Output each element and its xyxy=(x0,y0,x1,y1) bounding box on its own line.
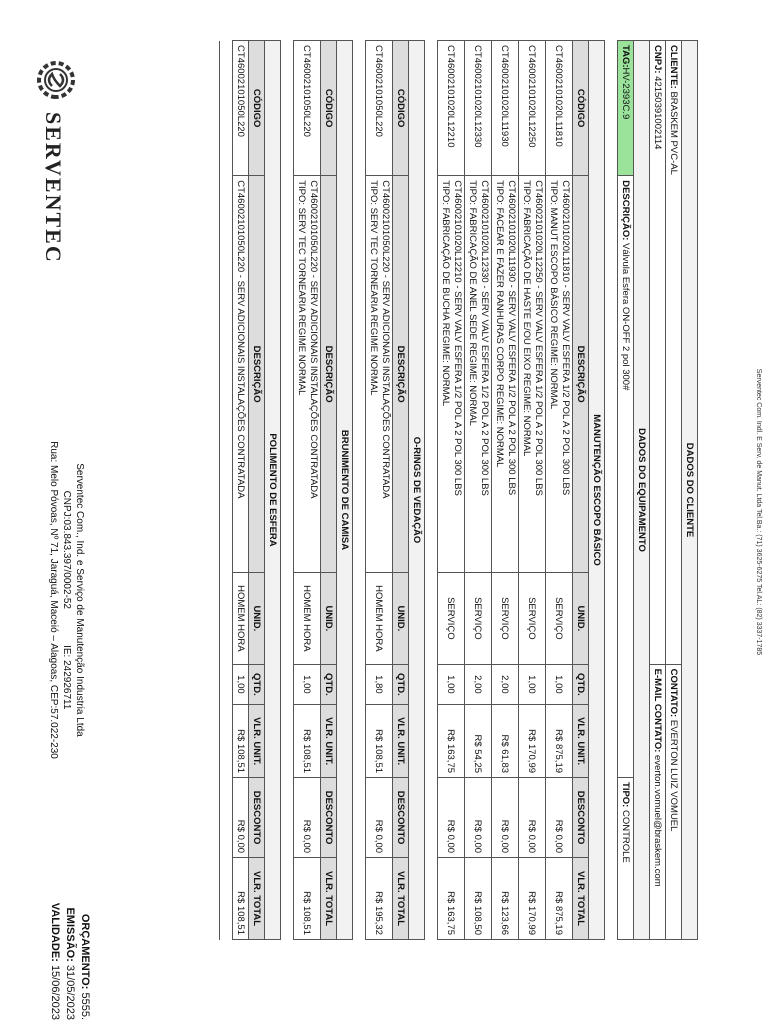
row-desconto: R$ 0,00 xyxy=(465,778,492,858)
equipment-description: DESCRIÇÃO: Válvula Esfera ON-OFF 2 pol 300# xyxy=(618,176,634,778)
logo-wordmark: SERVENTEC xyxy=(41,112,67,264)
row-unid: SERVIÇO xyxy=(546,573,573,665)
row-unid: HOMEM HORA xyxy=(294,573,321,665)
col-qtd: QTD. xyxy=(249,664,265,705)
row-desconto: R$ 0,00 xyxy=(233,778,249,858)
row-unid: HOMEM HORA xyxy=(233,573,249,665)
equipment-type: TIPO: CONTROLE xyxy=(618,778,634,940)
logo-gear-icon xyxy=(31,60,76,100)
section-title: O-RINGS DE VEDAÇÃO xyxy=(409,41,425,940)
row-codigo: CT46002101020L12330 xyxy=(465,41,492,176)
row-descricao xyxy=(438,176,465,573)
row-desc-line2: TIPO: SERV TEC TORNEARIA REGIME NORMAL xyxy=(368,180,379,396)
quote-table xyxy=(219,40,698,940)
company-ie: IE: 242926711 xyxy=(61,645,72,710)
equipment-tag: TAG:HV-2393C.9 xyxy=(618,41,634,176)
row-codigo: CT46002101020L12250 xyxy=(519,41,546,176)
row-desc-line2: TIPO: FABRICAÇÃO DE ANEL SEDE REGIME: NORMAL xyxy=(467,180,478,426)
col-vlr-total: VLR. TOTAL xyxy=(249,858,265,940)
spacer-row xyxy=(425,41,438,940)
equipment-section-title: DADOS DO EQUIPAMENTO xyxy=(634,41,650,940)
row-desc-line2: TIPO: FABRICAÇÃO DE BUCHA REGIME: NORMAL xyxy=(440,180,451,407)
row-qtd: 1,00 xyxy=(294,664,321,705)
row-codigo: CT46002101020L12210 xyxy=(438,41,465,176)
table-row xyxy=(294,41,321,940)
col-codigo: CÓDIGO xyxy=(393,41,409,176)
col-vlr-total: VLR. TOTAL xyxy=(573,858,589,940)
section-title-row xyxy=(589,41,605,940)
col-vlr-unit: VLR. UNIT. xyxy=(393,705,409,778)
col-desconto: DESCONTO xyxy=(249,778,265,858)
table-row xyxy=(519,41,546,940)
row-vlr-unit: R$ 108,51 xyxy=(294,705,321,778)
row-vlr-total: R$ 108,50 xyxy=(465,858,492,940)
col-qtd: QTD. xyxy=(393,664,409,705)
row-desc-line1: CT46002101020L12330 - SERV VALV ESFERA 1/2 POL A 2 POL 300 LBS xyxy=(479,180,490,496)
section-title: POLIMENTO DE ESFERA xyxy=(265,41,281,940)
serventec-logo xyxy=(31,60,76,264)
row-desconto: R$ 0,00 xyxy=(438,778,465,858)
table-row xyxy=(366,41,393,940)
spacer-row xyxy=(605,41,618,940)
column-header-row xyxy=(393,41,409,940)
col-descricao: DESCRIÇÃO xyxy=(321,176,337,573)
col-unid: UNID. xyxy=(321,573,337,665)
col-qtd: QTD. xyxy=(573,664,589,705)
row-desconto: R$ 0,00 xyxy=(492,778,519,858)
quote-issue-date: EMISSÃO: 31/05/2023 xyxy=(64,907,76,1020)
section-title-row xyxy=(265,41,281,940)
company-address: Rua: Melo Póvoas, Nº 71, Jaraguá, Maceió – Alagoas, CEP:57.022-230 xyxy=(48,441,59,759)
company-name: Serventec Com., Ind. e Serviço de Manutenção Industria Ltda xyxy=(74,463,85,737)
spacer-row xyxy=(281,41,294,940)
equipment-row xyxy=(618,41,634,940)
row-desc-line2: TIPO: FACEAR E FAZER RANHURAS CORPO REGIME: NORMAL xyxy=(494,180,505,468)
row-vlr-unit: R$ 108,51 xyxy=(366,705,393,778)
row-unid: SERVIÇO xyxy=(438,573,465,665)
col-desconto: DESCONTO xyxy=(573,778,589,858)
client-cnpj: CNPJ: 42150391002114 xyxy=(650,41,666,665)
table-row xyxy=(546,41,573,940)
client-contact: CONTATO: EVERTON LUIZ VOMUEL xyxy=(666,664,682,939)
section-title-row xyxy=(337,41,353,940)
client-name: CLIENTE: BRASKEM PVC-AL xyxy=(666,41,682,665)
col-descricao: DESCRIÇÃO xyxy=(573,176,589,573)
row-vlr-unit: R$ 61,83 xyxy=(492,705,519,778)
row-vlr-total: R$ 108,51 xyxy=(294,858,321,940)
row-vlr-unit: R$ 875,19 xyxy=(546,705,573,778)
col-vlr-unit: VLR. UNIT. xyxy=(321,705,337,778)
spacer-row xyxy=(220,41,233,940)
row-codigo: CT46002101050L220 xyxy=(233,41,249,176)
row-desc-line1: CT46002101020L11810 - SERV VALV ESFERA 1/2 POL A 2 POL 300 LBS xyxy=(560,180,571,496)
row-unid: SERVIÇO xyxy=(492,573,519,665)
row-descricao xyxy=(546,176,573,573)
col-codigo: CÓDIGO xyxy=(321,41,337,176)
row-descricao xyxy=(233,176,249,573)
footer-note: Serventec Com. Indl. E Serv. de Manut. Ltda Tel.Ba.: (71) 3625-6275 Tel.AL: (82) 3337-1785 xyxy=(755,368,762,656)
col-vlr-total: VLR. TOTAL xyxy=(321,858,337,940)
row-desc-line2: TIPO: MANUT ESCOPO BÁSICO REGIME: NORMAL xyxy=(548,180,559,410)
client-title-row xyxy=(682,41,698,940)
col-unid: UNID. xyxy=(249,573,265,665)
row-desc-line1: CT46002101020L11930 - SERV VALV ESFERA 1/2 POL A 2 POL 300 LBS xyxy=(506,180,517,496)
row-desc-line1: CT46002101020L12250 - SERV VALV ESFERA 1/2 POL A 2 POL 300 LBS xyxy=(533,180,544,496)
row-desc-line1: CT46002101020L12210 - SERV VALV ESFERA 1/2 POL A 2 POL 300 LBS xyxy=(452,180,463,496)
row-desconto: R$ 0,00 xyxy=(519,778,546,858)
equipment-title-row xyxy=(634,41,650,940)
row-qtd: 2,00 xyxy=(492,664,519,705)
row-vlr-total: R$ 163,75 xyxy=(438,858,465,940)
company-cnpj: CNPJ:03.843.397/0002-52 xyxy=(61,490,72,609)
row-vlr-total: R$ 170,99 xyxy=(519,858,546,940)
row-desc-line1: CT46002101050L220 - SERV ADICIONAIS INSTALAÇÕES CONTRATADA xyxy=(308,180,319,499)
col-codigo: CÓDIGO xyxy=(573,41,589,176)
table-row xyxy=(492,41,519,940)
quote-info xyxy=(47,740,92,1020)
client-row-2 xyxy=(650,41,666,940)
quote-number: ORÇAMENTO: 5555. xyxy=(79,913,91,1020)
col-qtd: QTD. xyxy=(321,664,337,705)
row-qtd: 1,00 xyxy=(546,664,573,705)
row-desc-line1: CT46002101050L220 - SERV ADICIONAIS INSTALAÇÕES CONTRATADA xyxy=(235,180,247,499)
row-vlr-total: R$ 195,32 xyxy=(366,858,393,940)
row-descricao xyxy=(294,176,321,573)
column-header-row xyxy=(321,41,337,940)
row-qtd: 2,00 xyxy=(465,664,492,705)
column-header-row xyxy=(249,41,265,940)
client-section-title: DADOS DO CLIENTE xyxy=(682,41,698,940)
client-email: E-MAIL CONTATO: everton.vomuel@braskem.com xyxy=(650,664,666,939)
row-desconto: R$ 0,00 xyxy=(366,778,393,858)
row-codigo: CT46002101050L220 xyxy=(366,41,393,176)
section-title-row xyxy=(409,41,425,940)
row-descricao xyxy=(519,176,546,573)
table-row xyxy=(465,41,492,940)
row-unid: HOMEM HORA xyxy=(366,573,393,665)
col-descricao: DESCRIÇÃO xyxy=(249,176,265,573)
row-desconto: R$ 0,00 xyxy=(294,778,321,858)
row-vlr-total: R$ 875,19 xyxy=(546,858,573,940)
section-title: BRUNIMENTO DE CAMISA xyxy=(337,41,353,940)
col-unid: UNID. xyxy=(393,573,409,665)
row-desc-line2: TIPO: SERV TEC TORNEARIA REGIME NORMAL xyxy=(296,180,307,396)
column-header-row xyxy=(573,41,589,940)
table-row xyxy=(438,41,465,940)
col-unid: UNID. xyxy=(573,573,589,665)
row-codigo: CT46002101020L11930 xyxy=(492,41,519,176)
row-qtd: 1,00 xyxy=(519,664,546,705)
client-row xyxy=(666,41,682,940)
row-codigo: CT46002101020L11810 xyxy=(546,41,573,176)
row-vlr-unit: R$ 54,25 xyxy=(465,705,492,778)
row-descricao xyxy=(492,176,519,573)
quote-table-body xyxy=(220,41,698,940)
col-vlr-total: VLR. TOTAL xyxy=(393,858,409,940)
row-vlr-unit: R$ 170,99 xyxy=(519,705,546,778)
col-desconto: DESCONTO xyxy=(393,778,409,858)
row-unid: SERVIÇO xyxy=(465,573,492,665)
row-desconto: R$ 0,00 xyxy=(546,778,573,858)
row-desc-line2: TIPO: FABRICAÇÃO DE HASTE E/OU EIXO REGIME: NORMAL xyxy=(521,180,532,457)
row-qtd: 1,80 xyxy=(366,664,393,705)
row-vlr-unit: R$ 108,51 xyxy=(233,705,249,778)
col-vlr-unit: VLR. UNIT. xyxy=(249,705,265,778)
row-qtd: 1,00 xyxy=(233,664,249,705)
quote-validity-date: VALIDADE: 15/06/2023 xyxy=(49,902,61,1020)
section-title: MANUTENÇÃO ESCOPO BÁSICO xyxy=(589,41,605,940)
table-row xyxy=(233,41,249,940)
col-codigo: CÓDIGO xyxy=(249,41,265,176)
spacer-row xyxy=(353,41,366,940)
row-qtd: 1,00 xyxy=(438,664,465,705)
col-desconto: DESCONTO xyxy=(321,778,337,858)
row-unid: SERVIÇO xyxy=(519,573,546,665)
row-desc-line1: CT46002101050L220 - SERV ADICIONAIS INSTALAÇÕES CONTRATADA xyxy=(380,180,391,499)
row-vlr-unit: R$ 163,75 xyxy=(438,705,465,778)
col-descricao: DESCRIÇÃO xyxy=(393,176,409,573)
row-vlr-total: R$ 123,66 xyxy=(492,858,519,940)
row-vlr-total: R$ 108,51 xyxy=(233,858,249,940)
row-codigo: CT46002101050L220 xyxy=(294,41,321,176)
row-descricao xyxy=(366,176,393,573)
col-vlr-unit: VLR. UNIT. xyxy=(573,705,589,778)
row-descricao xyxy=(465,176,492,573)
